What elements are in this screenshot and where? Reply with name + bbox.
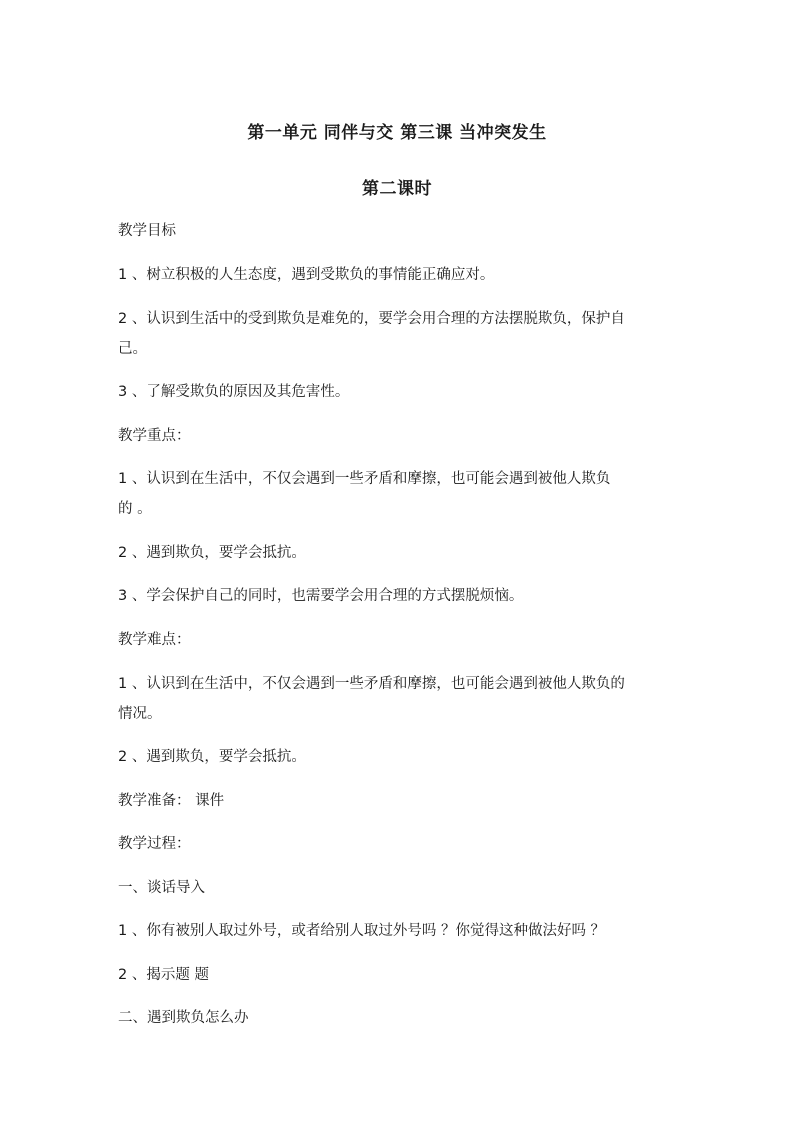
document-subtitle: 第二课时 xyxy=(362,179,432,199)
process-step: 1 、你有被别人取过外号，或者给别人取过外号吗 ？你觉得这种做法好吗 ？ xyxy=(118,923,606,939)
objectives-heading: 教学目标 xyxy=(118,223,176,239)
preparation-line: 教学准备： 课件 xyxy=(118,793,225,809)
difficult-point-item: 1 、认识到在生活中，不仅会遇到一些矛盾和摩擦，也可能会遇到被他人欺负的 xyxy=(118,676,625,692)
objective-item: 2 、认识到生活中的受到欺负是难免的，要学会用合理的方法摆脱欺负，保护自 xyxy=(118,311,625,327)
objective-item: 3 、了解受欺负的原因及其危害性。 xyxy=(118,384,350,400)
difficult-point-item-continuation: 情况。 xyxy=(118,706,162,722)
key-points-heading: 教学重点： xyxy=(118,428,191,444)
difficult-point-item: 2 、遇到欺负，要学会抵抗。 xyxy=(118,749,306,765)
key-point-item: 1 、认识到在生活中，不仅会遇到一些矛盾和摩擦，也可能会遇到被他人欺负 xyxy=(118,471,611,487)
key-point-item: 2 、遇到欺负，要学会抵抗。 xyxy=(118,545,306,561)
objective-item: 1 、树立积极的人生态度，遇到受欺负的事情能正确应对。 xyxy=(118,267,495,283)
process-step: 2 、揭示题 题 xyxy=(118,967,209,983)
key-point-item-continuation: 的 。 xyxy=(118,501,152,517)
process-step: 一、谈话导入 xyxy=(118,880,205,896)
key-point-item: 3 、学会保护自己的同时，也需要学会用合理的方式摆脱烦恼。 xyxy=(118,588,524,604)
process-heading: 教学过程： xyxy=(118,836,191,852)
objective-item-continuation: 己。 xyxy=(118,341,147,357)
difficult-points-heading: 教学难点： xyxy=(118,632,191,648)
process-step: 二、遇到欺负怎么办 xyxy=(118,1010,249,1026)
document-title: 第一单元 同伴与交 第三课 当冲突发生 xyxy=(247,123,547,143)
